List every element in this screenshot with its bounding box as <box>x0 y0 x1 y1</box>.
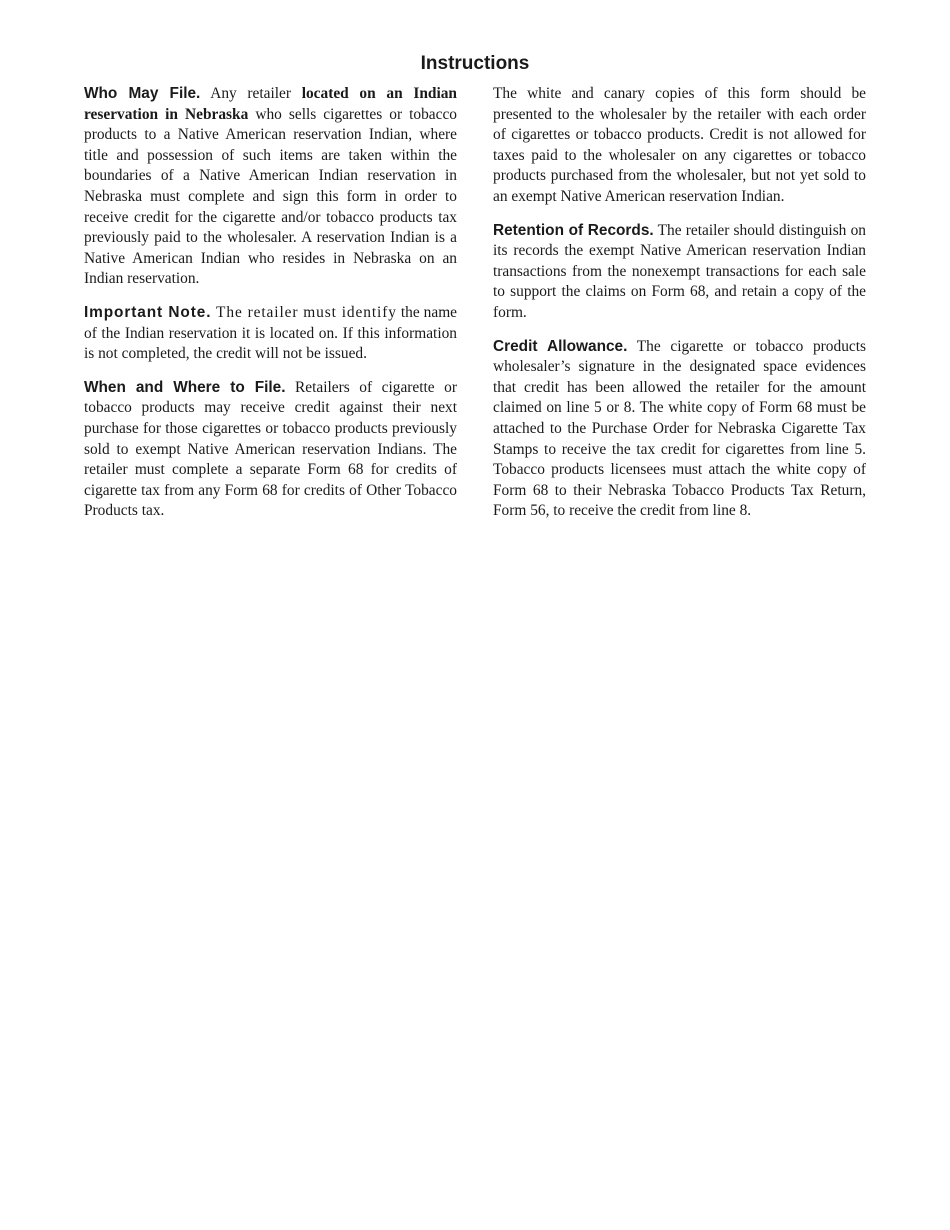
copies-paragraph: The white and canary copies of this form should be presented to the wholesaler by the retailer with each order of cigarettes or tobacco products. Credit is not allowed for taxes paid to the wholesaler on any cigarettes or tobacco products purchased from the wholesaler, but not yet sold to an exempt Native American reservation Indian. <box>493 85 866 205</box>
who-may-file-paragraph <box>84 84 457 290</box>
page-title: Instructions <box>420 53 530 74</box>
important-note-text-first: The retailer must identify <box>211 303 397 321</box>
important-note-paragraph <box>84 303 457 365</box>
who-may-file-heading: Who May File. <box>84 85 201 102</box>
credit-allowance-heading: Credit Allowance. <box>493 337 628 355</box>
retention-heading: Retention of Records. <box>493 221 654 239</box>
when-where-heading: When and Where to File. <box>84 378 286 396</box>
when-where-paragraph <box>84 378 457 522</box>
important-note-heading: Important Note. <box>84 303 212 321</box>
retention-text: The retailer should distinguish on its records the exempt Native American reservation Indian transactions from the nonexempt transactions for each sale to support the claims on Form 68, and retain a copy of the form. <box>493 221 866 321</box>
who-may-file-text: who sells cigarettes or tobacco products to a Native American reservation Indian, where title and possession of such items are taken within the boundaries of a Native American Indian reservation in Nebraska must complete and sign this form in order to receive credit for the cigarette and/or tobacco products tax previously paid to the wholesaler. A reservation Indian is a Native American Indian who resides in Nebraska on an Indian reservation. <box>84 105 457 288</box>
left-column <box>84 84 457 535</box>
when-where-text: Retailers of cigarette or tobacco products may receive credit against their next purchase for those cigarettes or tobacco products previously sold to exempt Native American reservation Indians. The retailer must complete a separate Form 68 for credits of cigarette tax from any Form 68 for credits of Other Tobacco Products tax. <box>84 378 457 520</box>
right-column <box>493 84 866 535</box>
credit-allowance-paragraph <box>493 337 866 522</box>
important-note-text: the name of the Indian reservation it is located on. If this information is not completed, the credit will not be issued. <box>84 303 458 363</box>
retention-paragraph <box>493 221 866 324</box>
who-may-file-bold-text: located on an Indian reservation in Nebraska <box>84 85 457 123</box>
who-may-file-text-intro: Any retailer <box>200 85 302 102</box>
credit-allowance-text: The cigarette or tobacco products wholesaler’s signature in the designated space evidences that credit has been allowed the retailer for the amount claimed on line 5 or 8. The white copy of Form 68 must be attached to the Purchase Order for Nebraska Cigarette Tax Stamps to receive the tax credit for cigarettes from line 5. Tobacco products licensees must attach the white copy of Form 68 to their Nebraska Tobacco Products Tax Return, Form 56, to receive the credit from line 8. <box>493 337 866 520</box>
